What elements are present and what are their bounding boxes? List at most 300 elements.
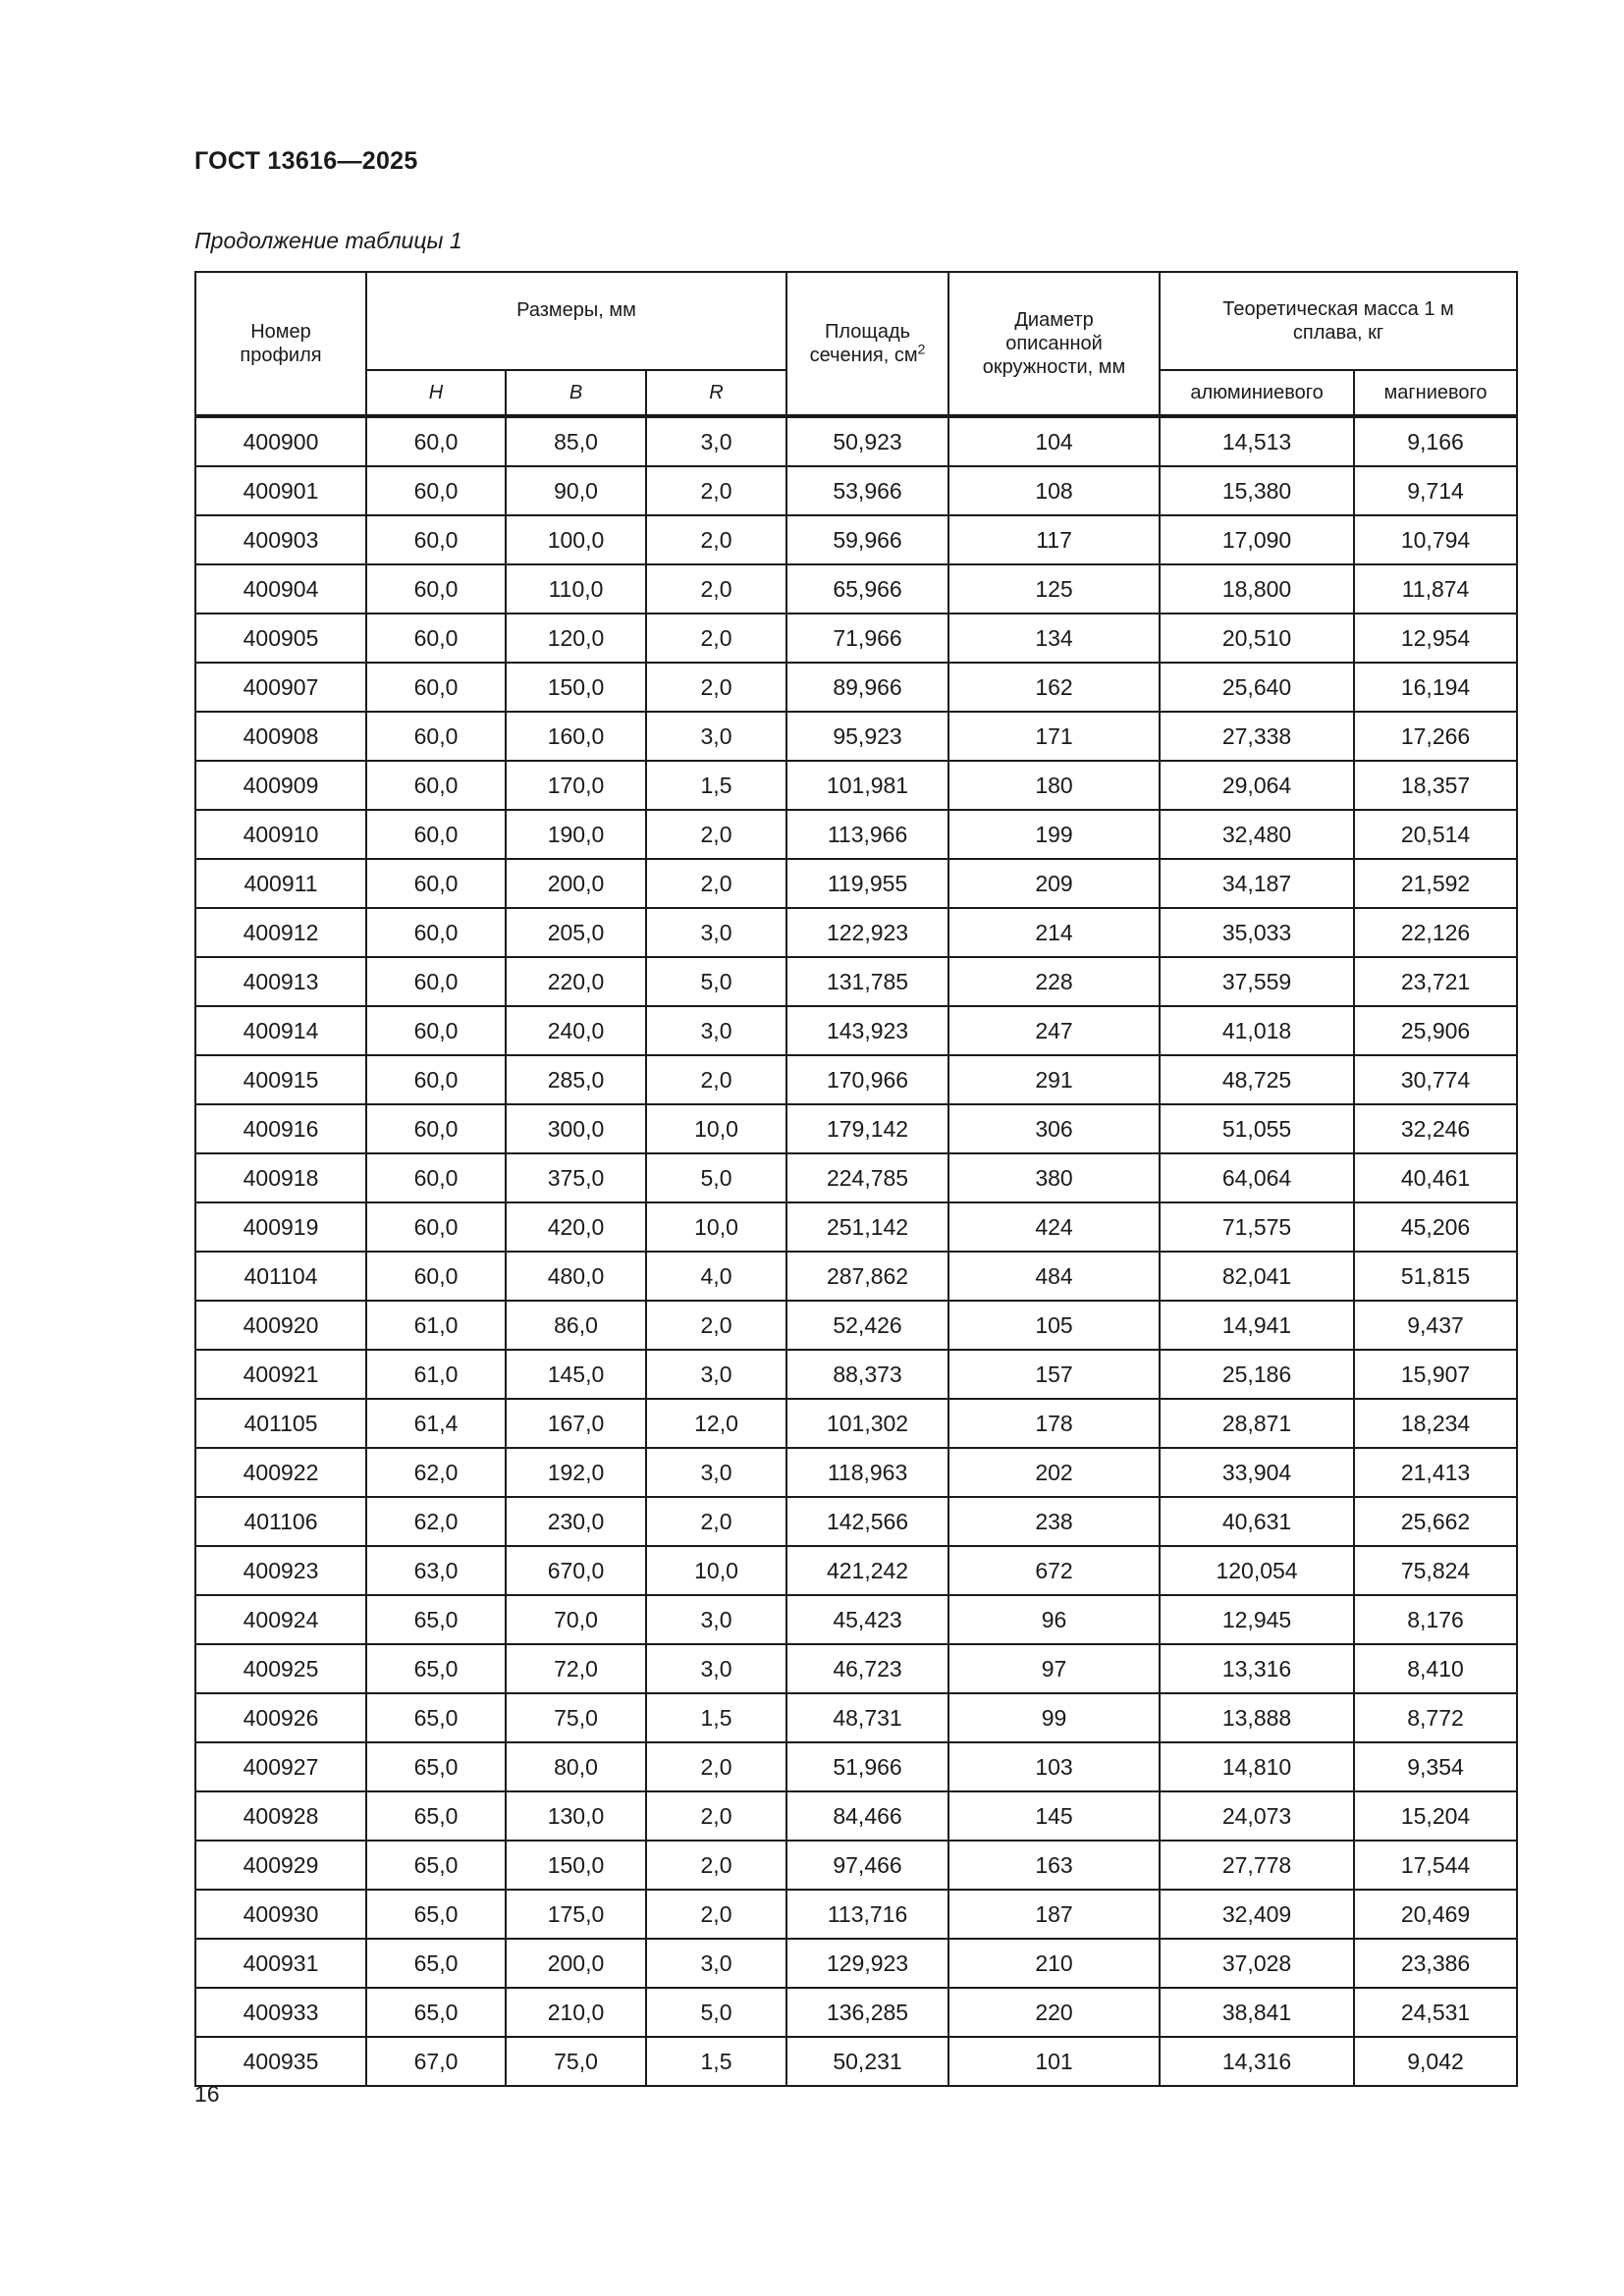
cell-dim-b: 110,0	[506, 564, 646, 614]
table-row	[195, 1693, 1517, 1742]
cell-profile-number: 400935	[195, 2037, 366, 2086]
cell-area: 113,716	[786, 1890, 948, 1939]
cell-diameter: 108	[948, 466, 1160, 515]
cell-dim-r: 2,0	[646, 564, 786, 614]
cell-area: 118,963	[786, 1448, 948, 1497]
cell-mass-aluminum: 35,033	[1160, 908, 1354, 957]
table-row	[195, 1301, 1517, 1350]
cell-dim-b: 205,0	[506, 908, 646, 957]
cell-mass-magnesium: 18,234	[1354, 1399, 1517, 1448]
cell-diameter: 220	[948, 1988, 1160, 2037]
cell-profile-number: 400908	[195, 712, 366, 761]
cell-dim-h: 60,0	[366, 1153, 506, 1202]
cell-diameter: 187	[948, 1890, 1160, 1939]
cell-profile-number: 400925	[195, 1644, 366, 1693]
cell-dim-b: 70,0	[506, 1595, 646, 1644]
cell-area: 52,426	[786, 1301, 948, 1350]
cell-mass-magnesium: 51,815	[1354, 1252, 1517, 1301]
cell-mass-aluminum: 20,510	[1160, 614, 1354, 663]
cell-mass-aluminum: 28,871	[1160, 1399, 1354, 1448]
table-row	[195, 761, 1517, 810]
cell-mass-magnesium: 17,266	[1354, 712, 1517, 761]
cell-mass-aluminum: 32,409	[1160, 1890, 1354, 1939]
cell-profile-number: 400914	[195, 1006, 366, 1055]
cell-profile-number: 400921	[195, 1350, 366, 1399]
cell-dim-h: 61,4	[366, 1399, 506, 1448]
cell-dim-h: 62,0	[366, 1497, 506, 1546]
table-row	[195, 810, 1517, 859]
cell-diameter: 99	[948, 1693, 1160, 1742]
table-row	[195, 1841, 1517, 1890]
cell-dim-h: 60,0	[366, 663, 506, 712]
cell-dim-r: 2,0	[646, 1055, 786, 1104]
cell-dim-r: 2,0	[646, 466, 786, 515]
cell-mass-magnesium: 40,461	[1354, 1153, 1517, 1202]
cell-area: 421,242	[786, 1546, 948, 1595]
cell-dim-h: 60,0	[366, 1104, 506, 1153]
cell-dim-r: 2,0	[646, 1742, 786, 1791]
cell-mass-magnesium: 20,469	[1354, 1890, 1517, 1939]
cell-mass-magnesium: 9,166	[1354, 416, 1517, 466]
cell-diameter: 484	[948, 1252, 1160, 1301]
table-row	[195, 1791, 1517, 1841]
cell-area: 97,466	[786, 1841, 948, 1890]
cell-dim-h: 65,0	[366, 1742, 506, 1791]
cell-area: 170,966	[786, 1055, 948, 1104]
cell-diameter: 180	[948, 761, 1160, 810]
cell-profile-number: 400909	[195, 761, 366, 810]
cell-diameter: 672	[948, 1546, 1160, 1595]
table-row	[195, 2037, 1517, 2086]
cell-dim-h: 65,0	[366, 1693, 506, 1742]
cell-mass-magnesium: 15,907	[1354, 1350, 1517, 1399]
cell-dim-h: 61,0	[366, 1350, 506, 1399]
cell-dim-h: 60,0	[366, 1202, 506, 1252]
header-mass-magnesium: магниевого	[1354, 370, 1517, 416]
cell-dim-h: 60,0	[366, 564, 506, 614]
cell-mass-magnesium: 15,204	[1354, 1791, 1517, 1841]
cell-diameter: 145	[948, 1791, 1160, 1841]
cell-dim-r: 12,0	[646, 1399, 786, 1448]
cell-profile-number: 400918	[195, 1153, 366, 1202]
cell-dim-h: 60,0	[366, 1055, 506, 1104]
cell-mass-magnesium: 9,437	[1354, 1301, 1517, 1350]
cell-dim-b: 420,0	[506, 1202, 646, 1252]
cell-dim-b: 200,0	[506, 859, 646, 908]
cell-dim-r: 5,0	[646, 957, 786, 1006]
cell-dim-r: 3,0	[646, 908, 786, 957]
cell-mass-magnesium: 20,514	[1354, 810, 1517, 859]
cell-area: 113,966	[786, 810, 948, 859]
cell-dim-r: 2,0	[646, 1497, 786, 1546]
cell-dim-r: 3,0	[646, 1644, 786, 1693]
table-row	[195, 1939, 1517, 1988]
cell-area: 53,966	[786, 466, 948, 515]
cell-diameter: 125	[948, 564, 1160, 614]
cell-dim-r: 5,0	[646, 1988, 786, 2037]
cell-dim-h: 60,0	[366, 1006, 506, 1055]
cell-diameter: 424	[948, 1202, 1160, 1252]
cell-mass-magnesium: 21,413	[1354, 1448, 1517, 1497]
cell-profile-number: 400912	[195, 908, 366, 957]
header-dim-b: B	[506, 370, 646, 416]
header-diameter: Диаметр описанной окружности, мм	[948, 272, 1160, 416]
cell-dim-r: 2,0	[646, 614, 786, 663]
cell-mass-magnesium: 9,714	[1354, 466, 1517, 515]
cell-profile-number: 400903	[195, 515, 366, 564]
cell-dim-r: 3,0	[646, 1595, 786, 1644]
cell-mass-magnesium: 23,386	[1354, 1939, 1517, 1988]
cell-area: 65,966	[786, 564, 948, 614]
table-row	[195, 957, 1517, 1006]
cell-area: 129,923	[786, 1939, 948, 1988]
cell-area: 136,285	[786, 1988, 948, 2037]
table-row	[195, 416, 1517, 466]
cell-mass-aluminum: 17,090	[1160, 515, 1354, 564]
cell-profile-number: 401104	[195, 1252, 366, 1301]
cell-diameter: 291	[948, 1055, 1160, 1104]
cell-mass-magnesium: 10,794	[1354, 515, 1517, 564]
cell-diameter: 103	[948, 1742, 1160, 1791]
table-row	[195, 1153, 1517, 1202]
cell-dim-h: 60,0	[366, 515, 506, 564]
cell-area: 51,966	[786, 1742, 948, 1791]
cell-dim-r: 2,0	[646, 663, 786, 712]
cell-mass-aluminum: 25,186	[1160, 1350, 1354, 1399]
cell-dim-b: 192,0	[506, 1448, 646, 1497]
cell-mass-aluminum: 34,187	[1160, 859, 1354, 908]
cell-mass-magnesium: 11,874	[1354, 564, 1517, 614]
table-row	[195, 859, 1517, 908]
cell-dim-h: 63,0	[366, 1546, 506, 1595]
cell-dim-h: 61,0	[366, 1301, 506, 1350]
cell-diameter: 247	[948, 1006, 1160, 1055]
cell-mass-aluminum: 32,480	[1160, 810, 1354, 859]
cell-profile-number: 400915	[195, 1055, 366, 1104]
table-row	[195, 1104, 1517, 1153]
cell-dim-h: 60,0	[366, 614, 506, 663]
cell-mass-aluminum: 33,904	[1160, 1448, 1354, 1497]
cell-dim-r: 1,5	[646, 1693, 786, 1742]
cell-diameter: 134	[948, 614, 1160, 663]
table-row	[195, 564, 1517, 614]
cell-dim-h: 60,0	[366, 416, 506, 466]
cell-profile-number: 400930	[195, 1890, 366, 1939]
cell-dim-b: 150,0	[506, 663, 646, 712]
cell-mass-aluminum: 71,575	[1160, 1202, 1354, 1252]
cell-area: 179,142	[786, 1104, 948, 1153]
cell-dim-h: 60,0	[366, 908, 506, 957]
cell-diameter: 104	[948, 416, 1160, 466]
table-row	[195, 1644, 1517, 1693]
cell-area: 50,231	[786, 2037, 948, 2086]
cell-diameter: 171	[948, 712, 1160, 761]
cell-dim-h: 65,0	[366, 1644, 506, 1693]
cell-diameter: 210	[948, 1939, 1160, 1988]
cell-mass-aluminum: 40,631	[1160, 1497, 1354, 1546]
cell-dim-r: 2,0	[646, 1841, 786, 1890]
cell-dim-r: 2,0	[646, 1890, 786, 1939]
cell-dim-r: 2,0	[646, 515, 786, 564]
cell-dim-r: 2,0	[646, 810, 786, 859]
cell-area: 101,981	[786, 761, 948, 810]
cell-area: 287,862	[786, 1252, 948, 1301]
cell-area: 131,785	[786, 957, 948, 1006]
cell-mass-magnesium: 22,126	[1354, 908, 1517, 957]
cell-mass-aluminum: 27,338	[1160, 712, 1354, 761]
table-row	[195, 515, 1517, 564]
cell-profile-number: 400920	[195, 1301, 366, 1350]
table-row	[195, 712, 1517, 761]
cell-area: 122,923	[786, 908, 948, 957]
cell-dim-b: 160,0	[506, 712, 646, 761]
cell-dim-h: 67,0	[366, 2037, 506, 2086]
cell-diameter: 380	[948, 1153, 1160, 1202]
cell-mass-magnesium: 8,410	[1354, 1644, 1517, 1693]
cell-dim-b: 145,0	[506, 1350, 646, 1399]
cell-dim-b: 670,0	[506, 1546, 646, 1595]
cell-mass-aluminum: 13,316	[1160, 1644, 1354, 1693]
table-row	[195, 1546, 1517, 1595]
cell-mass-aluminum: 18,800	[1160, 564, 1354, 614]
cell-dim-b: 90,0	[506, 466, 646, 515]
cell-profile-number: 400910	[195, 810, 366, 859]
cell-dim-r: 3,0	[646, 416, 786, 466]
cell-mass-aluminum: 27,778	[1160, 1841, 1354, 1890]
cell-mass-magnesium: 45,206	[1354, 1202, 1517, 1252]
cell-diameter: 202	[948, 1448, 1160, 1497]
cell-dim-h: 65,0	[366, 1890, 506, 1939]
cell-area: 46,723	[786, 1644, 948, 1693]
table-row	[195, 1350, 1517, 1399]
cell-dim-b: 210,0	[506, 1988, 646, 2037]
table-row	[195, 1006, 1517, 1055]
cell-dim-r: 1,5	[646, 2037, 786, 2086]
cell-mass-aluminum: 37,028	[1160, 1939, 1354, 1988]
cell-mass-magnesium: 8,772	[1354, 1693, 1517, 1742]
cell-profile-number: 400919	[195, 1202, 366, 1252]
cell-dim-r: 2,0	[646, 1791, 786, 1841]
cell-mass-magnesium: 75,824	[1354, 1546, 1517, 1595]
cell-mass-aluminum: 25,640	[1160, 663, 1354, 712]
header-dim-h: H	[366, 370, 506, 416]
cell-profile-number: 400904	[195, 564, 366, 614]
cell-mass-aluminum: 12,945	[1160, 1595, 1354, 1644]
table-row	[195, 1497, 1517, 1546]
cell-dim-b: 480,0	[506, 1252, 646, 1301]
cell-area: 95,923	[786, 712, 948, 761]
cell-dim-b: 75,0	[506, 2037, 646, 2086]
cell-mass-magnesium: 25,662	[1354, 1497, 1517, 1546]
cell-area: 48,731	[786, 1693, 948, 1742]
cell-dim-h: 60,0	[366, 712, 506, 761]
cell-dim-r: 1,5	[646, 761, 786, 810]
cell-dim-b: 150,0	[506, 1841, 646, 1890]
cell-area: 50,923	[786, 416, 948, 466]
cell-diameter: 228	[948, 957, 1160, 1006]
cell-profile-number: 400927	[195, 1742, 366, 1791]
cell-mass-aluminum: 14,810	[1160, 1742, 1354, 1791]
cell-dim-r: 5,0	[646, 1153, 786, 1202]
cell-diameter: 96	[948, 1595, 1160, 1644]
profile-table	[194, 271, 1518, 2087]
cell-mass-aluminum: 51,055	[1160, 1104, 1354, 1153]
cell-dim-b: 300,0	[506, 1104, 646, 1153]
cell-dim-r: 4,0	[646, 1252, 786, 1301]
cell-profile-number: 400907	[195, 663, 366, 712]
cell-mass-aluminum: 48,725	[1160, 1055, 1354, 1104]
cell-dim-b: 375,0	[506, 1153, 646, 1202]
cell-dim-r: 10,0	[646, 1546, 786, 1595]
cell-dim-h: 60,0	[366, 761, 506, 810]
cell-profile-number: 400922	[195, 1448, 366, 1497]
cell-area: 71,966	[786, 614, 948, 663]
cell-profile-number: 401106	[195, 1497, 366, 1546]
cell-mass-magnesium: 9,354	[1354, 1742, 1517, 1791]
cell-mass-magnesium: 23,721	[1354, 957, 1517, 1006]
cell-dim-b: 200,0	[506, 1939, 646, 1988]
cell-mass-aluminum: 15,380	[1160, 466, 1354, 515]
cell-profile-number: 400928	[195, 1791, 366, 1841]
cell-mass-magnesium: 21,592	[1354, 859, 1517, 908]
table-row	[195, 1252, 1517, 1301]
cell-dim-b: 120,0	[506, 614, 646, 663]
cell-dim-b: 220,0	[506, 957, 646, 1006]
cell-profile-number: 400900	[195, 416, 366, 466]
cell-diameter: 199	[948, 810, 1160, 859]
table-body	[195, 416, 1517, 2086]
page-number: 16	[194, 2081, 220, 2107]
cell-area: 89,966	[786, 663, 948, 712]
cell-profile-number: 401105	[195, 1399, 366, 1448]
cell-area: 142,566	[786, 1497, 948, 1546]
document-title: ГОСТ 13616—2025	[194, 147, 418, 175]
cell-dim-b: 190,0	[506, 810, 646, 859]
table-row	[195, 466, 1517, 515]
cell-dim-h: 65,0	[366, 1841, 506, 1890]
cell-profile-number: 400913	[195, 957, 366, 1006]
cell-diameter: 306	[948, 1104, 1160, 1153]
cell-dim-r: 10,0	[646, 1202, 786, 1252]
cell-area: 45,423	[786, 1595, 948, 1644]
cell-area: 101,302	[786, 1399, 948, 1448]
table-row	[195, 1399, 1517, 1448]
header-mass-aluminum: алюминиевого	[1160, 370, 1354, 416]
cell-area: 84,466	[786, 1791, 948, 1841]
cell-dim-b: 230,0	[506, 1497, 646, 1546]
cell-dim-b: 80,0	[506, 1742, 646, 1791]
cell-diameter: 214	[948, 908, 1160, 957]
cell-area: 59,966	[786, 515, 948, 564]
header-profile-number: Номер профиля	[195, 272, 366, 416]
cell-dim-r: 2,0	[646, 1301, 786, 1350]
cell-mass-magnesium: 8,176	[1354, 1595, 1517, 1644]
cell-dim-h: 60,0	[366, 810, 506, 859]
cell-dim-b: 175,0	[506, 1890, 646, 1939]
cell-mass-magnesium: 30,774	[1354, 1055, 1517, 1104]
cell-dim-h: 65,0	[366, 1595, 506, 1644]
cell-dim-b: 75,0	[506, 1693, 646, 1742]
cell-dim-r: 3,0	[646, 1006, 786, 1055]
table-row	[195, 1595, 1517, 1644]
cell-dim-b: 130,0	[506, 1791, 646, 1841]
table-row	[195, 614, 1517, 663]
cell-dim-h: 60,0	[366, 1252, 506, 1301]
cell-profile-number: 400924	[195, 1595, 366, 1644]
cell-diameter: 157	[948, 1350, 1160, 1399]
cell-diameter: 238	[948, 1497, 1160, 1546]
cell-mass-magnesium: 25,906	[1354, 1006, 1517, 1055]
cell-profile-number: 400933	[195, 1988, 366, 2037]
table-row	[195, 1988, 1517, 2037]
cell-profile-number: 400901	[195, 466, 366, 515]
table-caption: Продолжение таблицы 1	[194, 228, 462, 253]
cell-mass-magnesium: 32,246	[1354, 1104, 1517, 1153]
cell-dim-b: 86,0	[506, 1301, 646, 1350]
cell-diameter: 101	[948, 2037, 1160, 2086]
cell-area: 251,142	[786, 1202, 948, 1252]
cell-dim-r: 3,0	[646, 1350, 786, 1399]
cell-dim-b: 72,0	[506, 1644, 646, 1693]
cell-mass-aluminum: 14,941	[1160, 1301, 1354, 1350]
cell-diameter: 117	[948, 515, 1160, 564]
cell-dim-h: 65,0	[366, 1791, 506, 1841]
cell-dim-b: 170,0	[506, 761, 646, 810]
cell-profile-number: 400931	[195, 1939, 366, 1988]
cell-diameter: 178	[948, 1399, 1160, 1448]
cell-mass-aluminum: 24,073	[1160, 1791, 1354, 1841]
cell-dim-h: 60,0	[366, 466, 506, 515]
table-row	[195, 1742, 1517, 1791]
cell-mass-aluminum: 29,064	[1160, 761, 1354, 810]
table-header	[195, 272, 1517, 416]
cell-dim-h: 65,0	[366, 1988, 506, 2037]
cell-mass-aluminum: 14,513	[1160, 416, 1354, 466]
cell-dim-b: 167,0	[506, 1399, 646, 1448]
cell-profile-number: 400905	[195, 614, 366, 663]
cell-mass-magnesium: 9,042	[1354, 2037, 1517, 2086]
cell-area: 224,785	[786, 1153, 948, 1202]
header-dim-r: R	[646, 370, 786, 416]
cell-dim-b: 285,0	[506, 1055, 646, 1104]
cell-mass-aluminum: 64,064	[1160, 1153, 1354, 1202]
table-row	[195, 908, 1517, 957]
cell-area: 88,373	[786, 1350, 948, 1399]
cell-dim-r: 3,0	[646, 1448, 786, 1497]
cell-diameter: 97	[948, 1644, 1160, 1693]
cell-diameter: 162	[948, 663, 1160, 712]
cell-mass-magnesium: 16,194	[1354, 663, 1517, 712]
table-row	[195, 663, 1517, 712]
cell-mass-magnesium: 17,544	[1354, 1841, 1517, 1890]
cell-area: 143,923	[786, 1006, 948, 1055]
header-dimensions: Размеры, мм	[366, 272, 786, 370]
cell-mass-aluminum: 41,018	[1160, 1006, 1354, 1055]
cell-profile-number: 400911	[195, 859, 366, 908]
cell-dim-r: 2,0	[646, 859, 786, 908]
cell-mass-aluminum: 82,041	[1160, 1252, 1354, 1301]
cell-diameter: 209	[948, 859, 1160, 908]
cell-mass-aluminum: 38,841	[1160, 1988, 1354, 2037]
table-row	[195, 1890, 1517, 1939]
cell-profile-number: 400923	[195, 1546, 366, 1595]
cell-diameter: 163	[948, 1841, 1160, 1890]
cell-dim-h: 60,0	[366, 859, 506, 908]
cell-dim-r: 10,0	[646, 1104, 786, 1153]
table-row	[195, 1448, 1517, 1497]
cell-mass-aluminum: 13,888	[1160, 1693, 1354, 1742]
cell-profile-number: 400926	[195, 1693, 366, 1742]
